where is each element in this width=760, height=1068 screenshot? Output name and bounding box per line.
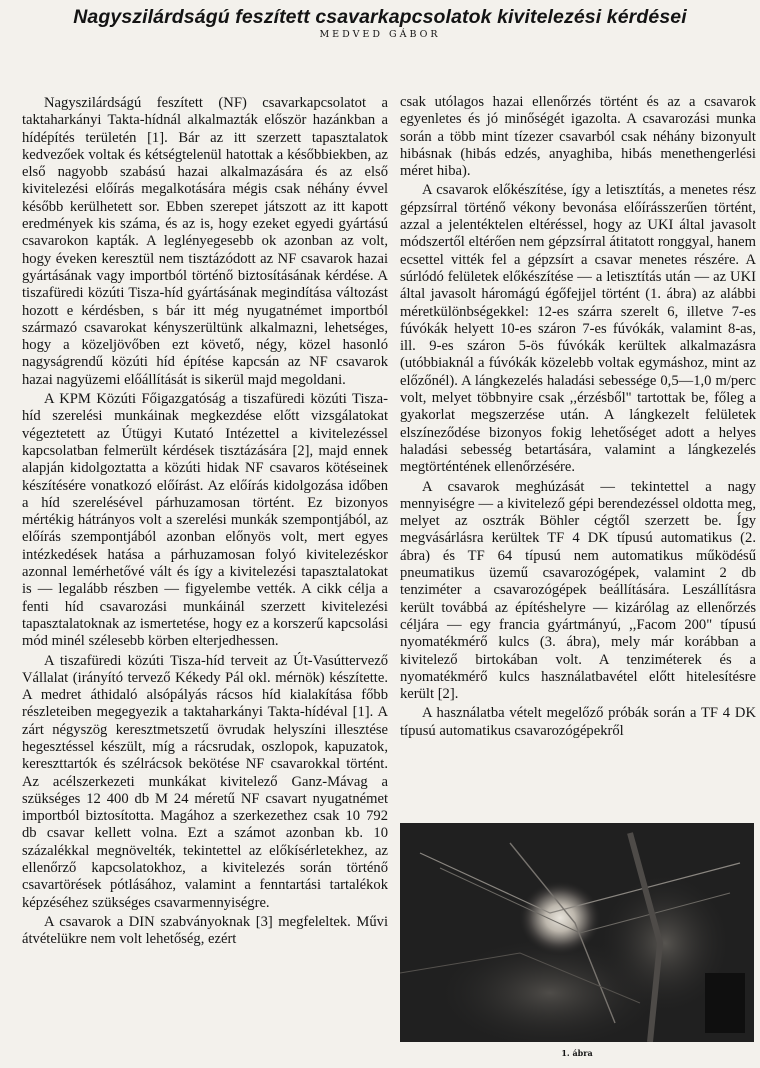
paragraph: A csavarok a DIN szabványoknak [3] megfeleltek. Művi átvételükre nem volt lehetőség, ezért [22, 913, 388, 948]
article-title: Nagyszilárdságú feszített csavarkapcsolatok kivitelezési kérdései [73, 6, 687, 28]
figure-1-photo [400, 823, 754, 1042]
left-column [22, 95, 388, 951]
paragraph: A használatba vételt megelőző próbák során a TF 4 DK típusú automatikus csavarozógépekről [400, 705, 756, 739]
article-author: MEDVED GÁBOR [319, 29, 441, 40]
right-column [400, 94, 756, 742]
paragraph: A tiszafüredi közúti Tisza-híd terveit az Út-Vasúttervező Vállalat (irányító tervező Kékedy Pál okl. mérnök) készítette. A medret áthidaló alsópályás rácsos híd kialakítása főbb részleteiben megegyezik a taktaharkányi Takta-hídéval [1]. A zárt négyszög keresztmetszetű övrudak helyszíni illesztése hegesztéssel készült, míg a rácsrudak, oszlopok, kapuzatok, kereszttartók és szélrácsok bekötése NF csavarokkal történt. Az acélszerkezeti munkákat kivitelező Ganz-Mávag a szükséges 12 400 db M 24 méretű NF csavart nyugatnémet importból biztosította. Magához a szerkezethez csak 10 792 db csavar kellett volna. Ezt a számot azonban kb. 10 százalékkal megnövelték, tekintettel az előkísérletekhez, az ellenőrző kapcsolatokhoz, a kivitelezés során történő csavartörések pótlásához, valamint a fenntartási tartalékok képzéséhez szükséges csavarmennyiségre. [22, 652, 388, 911]
paragraph: A csavarok meghúzását — tekintettel a nagy mennyiségre — a kivitelező gépi berendezéssel oldotta meg, melyet az osztrák Böhler cégtől szerzett be. Így megvásárlásra kerültek TF 4 DK típusú automatikus (2. ábra) és TF 64 típusú nem automatikus működésű pneumatikus üzemű csavarozógépek, valamint 2 db tenziméter a csavarozógépek beállítására. Leszállításra került továbbá az építéshelyre — kizárólag az ellenőrzés céljára — egy francia gyártmányú, ,,Facom 200" típusú nyomatékmérő kulcs (3. ábra), mely már korábban a kivitelező birtokában volt. A tenziméterek és a nyomatékmérő kulcs használatbavétel előtt hitelesítésre került [2]. [400, 478, 756, 703]
paragraph: csak utólagos hazai ellenőrzés történt és az a csavarok egyenletes és jó minőségét igazolta. A csavarozási munka során a több mint tízezer csavarból csak néhány bizonyult hibásnak (hibás edzés, anyaghiba, hibás menethengerlési méret hiba). [400, 94, 756, 180]
paragraph: Nagyszilárdságú feszített (NF) csavarkapcsolatot a taktaharkányi Takta-hídnál alkalmazták először hazánkban a hídépítés területén [1]. Bár az itt szerzett tapasztalatok kedvezőek voltak és kétségtelenül hatottak a későbbiekben, az első nagyobb szabású hazai alkalmazására és az első kivitelezési előírás megalkotására mégis csak néhány évvel később kerülhetett sor. Ebben szerepet játszott az itt kapott eredmények kis száma, és az is, hogy ezeket egyedi gyártású csavarokon kapták. A leglényegesebb ok azonban az volt, hogy éveken keresztül nem tisztázódott az NF csavarok hazai gyártásának vagy importból történő biztosításának kérdése. A tiszafüredi közúti Tisza-híd gyártásának megindítása változást hozott e kérdésben, s bár itt még nyugatnémet importból származó csavarokat kényszerültünk alkalmazni, lehetséges, hogy a közeljövőben ezt követő, négy, közel hasonló nagyságrendű közúti híd építése kapcsán az NF csavarok hazai nagyüzemi előállítását is sikerül majd megoldani. [22, 95, 388, 388]
figure-caption: 1. ábra [561, 1048, 593, 1058]
paragraph: A csavarok előkészítése, így a letisztítás, a menetes rész gépzsírral történő vékony bevonása előírásszerűen történt, azzal a jelentéktelen eltéréssel, hogy az UKI által javasolt módszertől eltérően nem gépzsírral átitatott ronggyal, hanem ecsettel vitték fel a gépzsírt a csavar menetes részére. A súrlódó felületek előkészítése — a letisztítás után — az UKI által javasolt háromágú égőfejjel történt (1. ábra) az alábbi méretkülönbségekkel: 12-es szárra szerelt 6, illetve 7-es fúvókák helyett 10-es száron 7-es fúvókák, valamint 8-as, ill. 9-es száron 5-ös fúvókák kerültek alkalmazásra (utóbbiaknál a fúvókák közelebb voltak egymáshoz, mint az előzőnél). A lángkezelés haladási sebessége 0,5—1,0 m/perc volt, melyet többnyire csak ,,érzésből" tartottak be, főleg a gyakorlat megszerzése után. A lángkezelt felületek elszíneződése bizonyos fokig lehetőséget adott a helyes haladási sebesség betartására, valamint a lángkezelés megtörténtének ellenőrzésére. [400, 182, 756, 476]
torch-photo-image [400, 823, 754, 1042]
paragraph: A KPM Közúti Főigazgatóság a tiszafüredi közúti Tisza-híd szerelési munkáinak megkezdése előtt vizsgálatokat végeztetett az Útügyi Kutató Intézettel a kivitelezéssel kapcsolatban felmerült kérdések tisztázására [2], majd ennek alapján kidolgoztatta a közúti hidak NF csavaros kötéseinek készítésére vonatkozó előírást. Az előírás kidolgozása időben a híd szerelésével párhuzamosan történt. Ez bizonyos mértékig hátrányos volt a szerelési munkák szempontjából, az előírás szempontjából azonban előnyös volt, mert egyes intézkedések hatása a párhuzamosan folyó kivitelezéskor azonnal lemérhetővé vált és így a kivitelezési tapasztalatokat is — legalább részben — figyelembe vették. A cikk célja a fenti híd csavarozási munkáinál szerzett kivitelezési tapasztalatoknak az ismertetése, hogy ez a korszerű kapcsolási mód minél szélesebb körben elterjedhessen. [22, 391, 388, 650]
